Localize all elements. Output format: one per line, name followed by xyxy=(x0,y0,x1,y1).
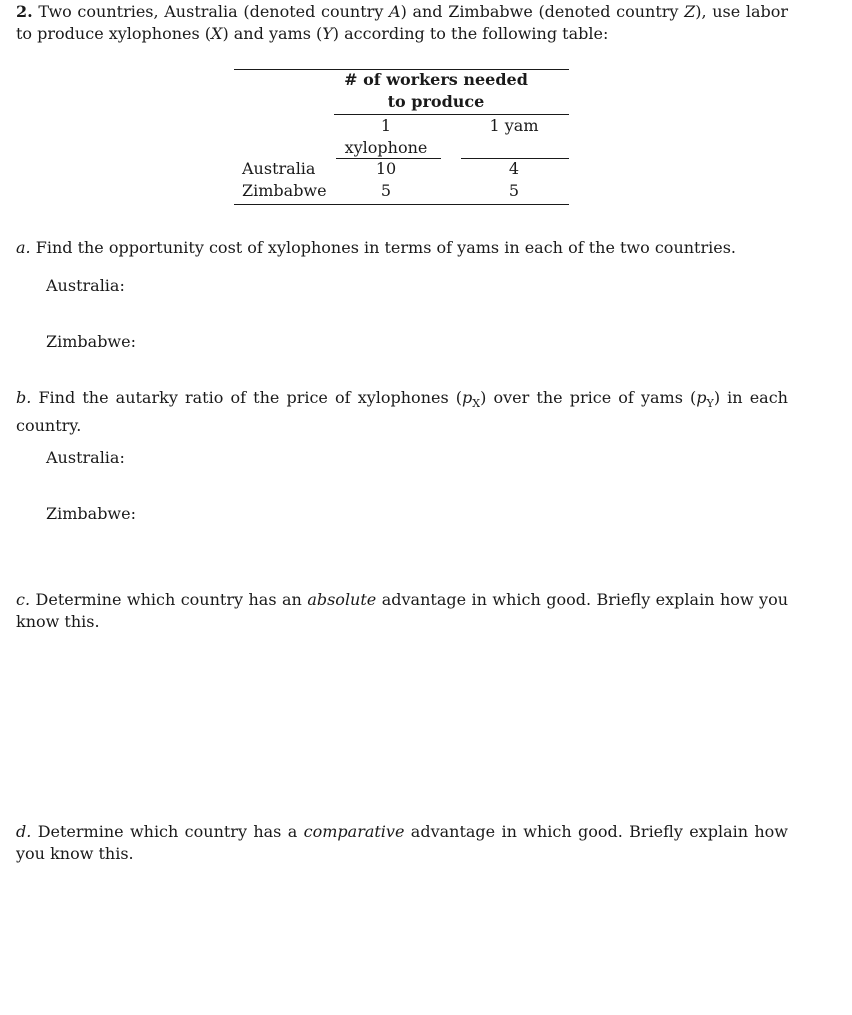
table-row-country: Zimbabwe xyxy=(242,181,327,200)
part-b-text: ) over the price of yams ( xyxy=(480,388,697,407)
part-a-label: a. xyxy=(16,238,31,257)
table-cell-yam: 4 xyxy=(508,159,520,178)
table-cell-yam: 5 xyxy=(508,181,520,200)
table-header-line2: to produce xyxy=(387,92,485,111)
part-b-text: ) in each country. xyxy=(16,388,788,436)
table-bottom-rule xyxy=(234,204,569,205)
part-c-label: c. xyxy=(16,590,31,609)
part-a-text: Find the opportunity cost of xylophones in terms of yams in each of the two countries. xyxy=(35,238,737,257)
part-b-answer-zimbabwe: Zimbabwe: xyxy=(46,504,136,523)
part-b-var-py: p xyxy=(696,388,707,407)
part-b-var-px: p xyxy=(462,388,473,407)
part-c-prompt xyxy=(16,589,788,633)
part-d-emphasis: comparative xyxy=(303,822,405,841)
intro-text: ) and yams ( xyxy=(222,24,323,43)
part-d-prompt xyxy=(16,821,788,865)
part-c-text: Determine which country has an xyxy=(35,590,308,609)
table-header-line1: # of workers needed xyxy=(344,70,528,89)
part-d-text: Determine which country has a xyxy=(37,822,304,841)
part-b-answer-australia: Australia: xyxy=(46,448,125,467)
part-d-label: d. xyxy=(16,822,32,841)
part-a-answer-australia: Australia: xyxy=(46,276,125,295)
intro-text: ) according to the following table: xyxy=(332,24,609,43)
part-c-text: advantage in which good. Briefly explain how you know this. xyxy=(16,590,789,631)
part-b-sub-x: X xyxy=(472,397,481,411)
intro-text: ) and Zimbabwe (denoted country xyxy=(400,2,685,21)
part-b-label: b. xyxy=(16,388,32,407)
table-col1-header-line2: xylophone xyxy=(344,138,428,157)
part-b-text: Find the autarky ratio of the price of xylophones ( xyxy=(38,388,463,407)
intro-text: ), use labor to xyxy=(16,2,789,43)
part-a-answer-zimbabwe: Zimbabwe: xyxy=(46,332,136,351)
intro-text: Two countries, Australia (denoted country xyxy=(38,2,390,21)
table-col1-header-line1: 1 xyxy=(380,116,392,135)
part-b-sub-y: Y xyxy=(706,397,714,411)
part-c-emphasis: absolute xyxy=(307,590,377,609)
intro-var-y: Y xyxy=(322,24,333,43)
intro-var-a: A xyxy=(389,2,401,21)
intro-var-x: X xyxy=(211,24,223,43)
table-cell-xylophone: 10 xyxy=(375,159,397,178)
table-col2-header: 1 yam xyxy=(489,116,539,135)
question-number: 2. xyxy=(16,2,33,21)
labor-requirements-table xyxy=(0,0,852,220)
table-cell-xylophone: 5 xyxy=(380,181,392,200)
part-a-prompt xyxy=(16,237,788,259)
intro-text: produce xylophones ( xyxy=(37,24,212,43)
part-b-prompt xyxy=(16,387,788,437)
part-d-text: advantage in which good. Briefly explain how you know this. xyxy=(16,822,789,863)
table-row-country: Australia xyxy=(242,159,316,178)
intro-var-z: Z xyxy=(684,2,696,21)
